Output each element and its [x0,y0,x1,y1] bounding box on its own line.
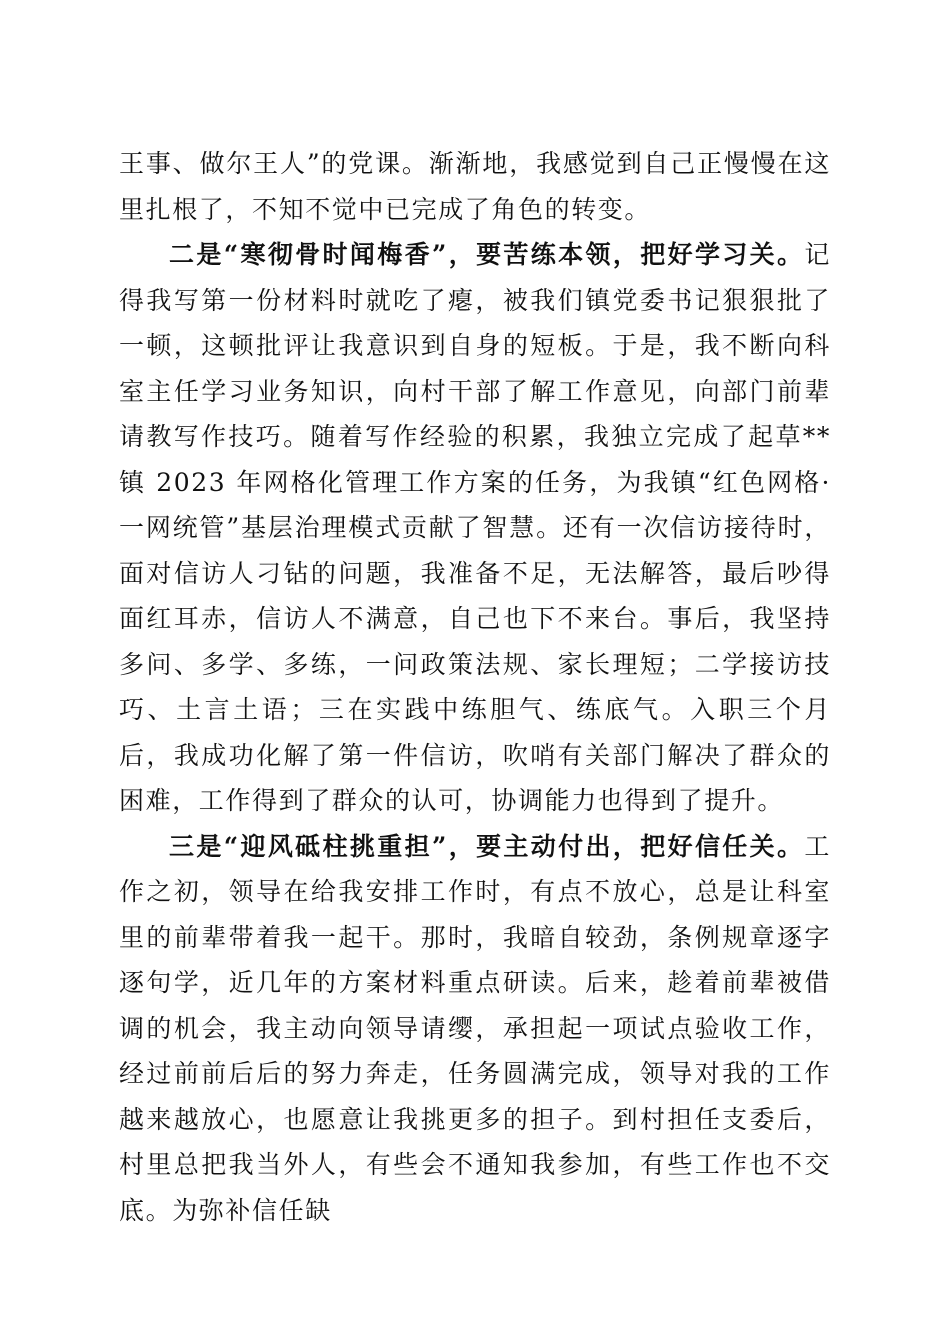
paragraph-2-heading: 二是“寒彻骨时闻梅香”，要苦练本领，把好学习关。 [169,240,805,269]
paragraph-3-text: 工作之初，领导在给我安排工作时，有点不放心，总是让科室里的前辈带着我一起干。那时，我暗自较劲，条例规章逐字逐句学，近几年的方案材料重点研读。后来，趁着前辈被借调的机会，我主动向领导请缨，承担起一项试点验收工作，经过前前后后的努力奔走，任务圆满完成，领导对我的工作越来越放心，也愿意让我挑更多的担子。到村担任支委后，村里总把我当外人，有些会不通知我参加，有些工作也不交底。为弥补信任缺 [119,831,831,1225]
paragraph-2-text: 记得我写第一份材料时就吃了瘪，被我们镇党委书记狠狠批了一顿，这顿批评让我意识到自身的短板。于是，我不断向科室主任学习业务知识，向村干部了解工作意见，向部门前辈请教写作技巧。随着写作经验的积累，我独立完成了起草**镇 2023 年网格化管理工作方案的任务，为我镇“红色网格·一网统管”基层治理模式贡献了智慧。还有一次信访接待时，面对信访人刁钻的问题，我准备不足，无法解答，最后吵得面红耳赤，信访人不满意，自己也下不来台。事后，我坚持多问、多学、多练，一问政策法规、家长理短；二学接访技巧、土言土语；三在实践中练胆气、练底气。入职三个月后，我成功化解了第一件信访，吹哨有关部门解决了群众的困难，工作得到了群众的认可，协调能力也得到了提升。 [119,240,831,815]
paragraph-trust [119,824,831,1234]
paragraph-study [119,232,831,824]
paragraph-3-heading: 三是“迎风砥柱挑重担”，要主动付出，把好信任关。 [169,831,805,861]
document-body [119,141,831,1233]
paragraph-1-text: 王事、做尔王人”的党课。渐渐地，我感觉到自己正慢慢在这里扎根了，不知不觉中已完成了角色的转变。 [119,149,831,224]
paragraph-continued [119,141,831,232]
